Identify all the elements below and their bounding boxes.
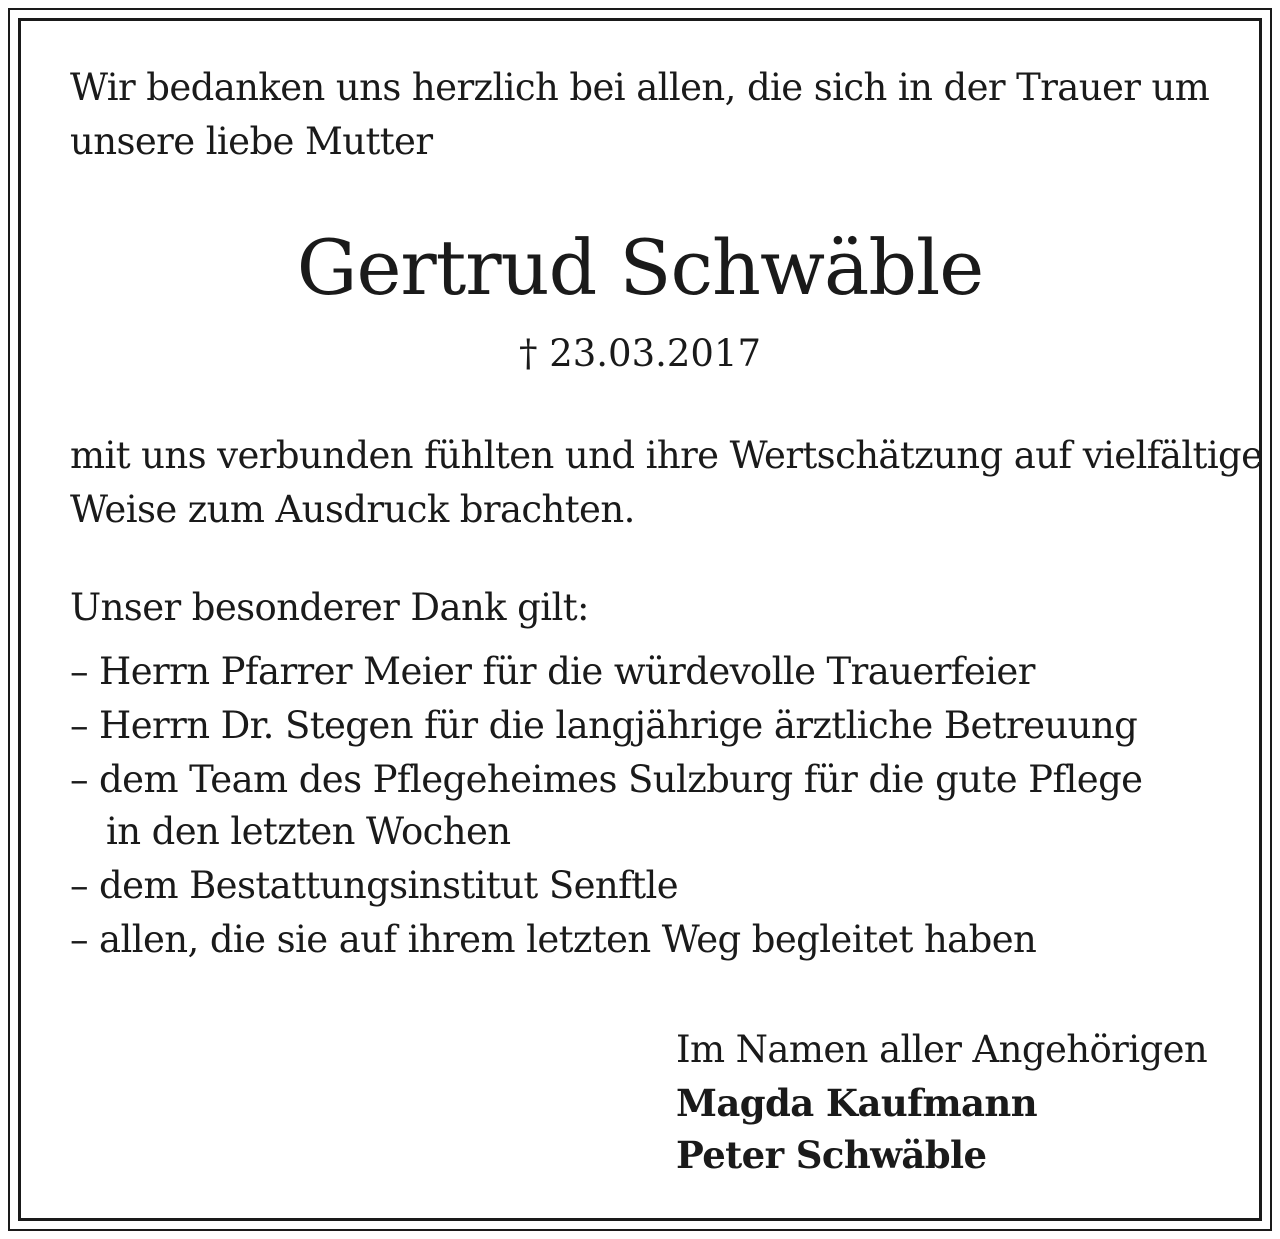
signature-name-1: Magda Kaufmann xyxy=(676,1081,1038,1125)
death-date: † 23.03.2017 xyxy=(518,332,762,375)
signature-name-2: Peter Schwäble xyxy=(676,1133,987,1177)
thanks-item-everyone: – allen, die sie auf ihrem letzten Weg begleitet haben xyxy=(70,918,1037,961)
intro-line-2: unsere liebe Mutter xyxy=(70,120,433,163)
deceased-name: Gertrud Schwäble xyxy=(296,223,984,312)
thanks-item-care-home: – dem Team des Pflegeheimes Sulzburg für die gute Pflege xyxy=(70,758,1143,801)
thanks-item-funeral-home: – dem Bestattungsinstitut Senftle xyxy=(70,864,679,907)
continuation-line-1: mit uns verbunden fühlten und ihre Wertschätzung auf vielfältige xyxy=(70,434,1263,477)
thanks-heading: Unser besonderer Dank gilt: xyxy=(70,586,589,629)
thanks-item-doctor: – Herrn Dr. Stegen für die langjährige ärztliche Betreuung xyxy=(70,704,1138,747)
intro-line-1: Wir bedanken uns herzlich bei allen, die sich in der Trauer um xyxy=(70,66,1210,109)
signature-intro: Im Namen aller Angehörigen xyxy=(676,1028,1208,1071)
thanks-item-care-home-continued: in den letzten Wochen xyxy=(106,810,511,853)
continuation-line-2: Weise zum Ausdruck brachten. xyxy=(70,488,635,531)
thanks-item-pastor: – Herrn Pfarrer Meier für die würdevolle Trauerfeier xyxy=(70,650,1035,693)
